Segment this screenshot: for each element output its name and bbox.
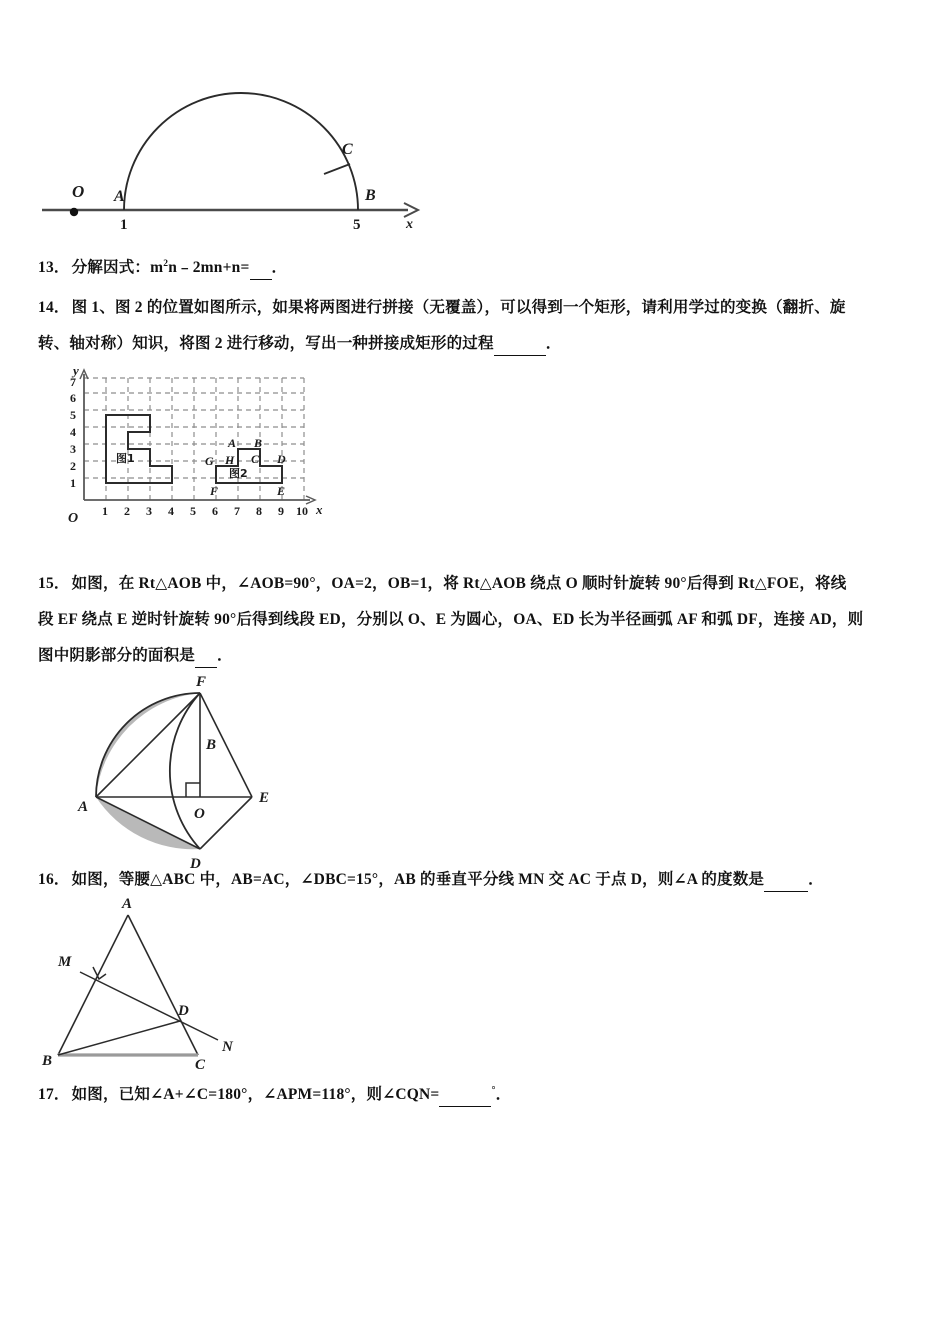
origin-point-dot [70,208,78,216]
q15-line2: 段 EF 绕点 E 逆时针旋转 90°后得到线段 ED，分别以 O、E 为圆心，OA、ED 长为半径画弧 AF 和弧 DF，连接 AD，则 [38,611,864,628]
arc-tick-mark-at-c [324,164,350,174]
question-13 [38,256,918,280]
grid-xtick-5: 5 [190,504,196,518]
segment-AD [96,797,200,849]
q13-expr-m: m [150,259,164,276]
grid-y-axis-label: y [73,363,79,378]
q14-number: 14． [38,299,70,316]
grid-xtick-10: 10 [296,504,308,518]
arc-DF [170,693,200,849]
label-C: C [342,141,353,158]
q15-line3a: 图中阴影部分的面积是 [38,647,196,664]
q17-number: 17． [38,1086,70,1104]
grid-xtick-8: 8 [256,504,262,518]
label-A: A [114,188,125,205]
question-14-line-1 [38,296,923,320]
q13-prefix: 分解因式： [71,259,151,276]
q17-text-a: 如图，已知∠A+∠C=180°，∠APM=118°，则∠CQN= [71,1086,440,1104]
right-angle-marker-at-O [186,783,200,797]
grid-ytick-1: 1 [70,476,76,490]
question-15-line-2 [38,608,926,632]
q14-line2a: 转、轴对称）知识，将图 2 进行移动，写出一种拼接成矩形的过程 [38,335,494,352]
segment-AB [58,915,128,1055]
q14-line2b: ． [545,335,562,352]
q16-label-M: M [58,954,72,970]
shape-1-label: 图1 [116,452,135,465]
question-17 [38,1083,926,1107]
grid-ytick-5: 5 [70,408,76,422]
grid-label-B: B [254,436,263,450]
shape-1-polygon [106,415,172,483]
q15-number: 15． [38,575,70,592]
segment-AC [128,915,198,1055]
grid-xtick-9: 9 [278,504,284,518]
q16-label-B: B [42,1053,53,1069]
shape-2-label: 图2 [229,467,248,480]
grid-ytick-6: 6 [70,391,76,405]
tick-label-5: 5 [353,217,361,232]
q13-trailing: ． [271,259,288,276]
q16-answer-blank[interactable] [764,876,808,893]
q15-line3b: ． [217,647,233,664]
grid-ytick-4: 4 [70,425,76,439]
q15-answer-blank[interactable] [195,652,217,669]
grid-xtick-7: 7 [234,504,240,518]
q15-label-D: D [190,856,201,872]
q14-answer-blank[interactable] [494,340,546,357]
q15-line1: 如图，在 Rt△AOB 中，∠AOB=90°，OA=2，OB=1，将 Rt△AOB 绕点 O 顺时针旋转 90°后得到 Rt△FOE，将线 [71,575,847,592]
grid-label-A: A [228,436,237,450]
grid-xtick-1: 1 [102,504,108,518]
grid-label-F: F [210,484,219,498]
q16-label-D: D [178,1003,189,1019]
q16-label-C: C [195,1057,206,1073]
q16-line1b: ． [808,871,824,888]
grid-origin-label: O [68,511,79,526]
grid-ytick-7: 7 [70,375,76,389]
grid-xtick-4: 4 [168,504,174,518]
q16-line1a: 如图，等腰△ABC 中，AB=AC，∠DBC=15°，AB 的垂直平分线 MN 交 AC 于点 D，则∠A 的度数是 [71,871,765,888]
q13-expr-exponent: 2 [163,258,169,269]
question-15-line-1 [38,572,926,596]
segment-DE [200,797,252,849]
q13-expr-rest: n﹣2mn+n= [168,259,250,276]
grid-label-E: E [277,484,286,498]
question-14-line-2 [38,332,923,356]
grid-label-H: H [225,453,235,467]
q13-number: 13． [38,259,70,276]
segment-BD [58,1021,180,1055]
isosceles-triangle-perpendicular-bisector-figure [40,893,275,1078]
tick-label-1: 1 [120,217,128,232]
q14-line1: 图 1、图 2 的位置如图所示，如果将两图进行拼接（无覆盖），可以得到一个矩形，请利用学过的变换（翻折、旋 [71,299,846,316]
grid-label-G: G [205,454,214,468]
x-axis-label: x [406,217,413,232]
q15-label-A: A [78,799,89,815]
grid-xtick-3: 3 [146,504,152,518]
q16-label-N: N [222,1039,233,1055]
q15-label-O: O [194,806,205,822]
q16-label-A: A [122,896,133,912]
grid-ytick-3: 3 [70,442,76,456]
rotated-right-triangle-arcs-figure [40,672,280,872]
grid-ytick-2: 2 [70,459,76,473]
label-O: O [72,182,85,201]
q15-label-E: E [259,790,270,806]
label-B: B [365,187,376,204]
q17-text-b: ． [495,1086,512,1104]
q17-degree-symbol: ° [491,1085,496,1096]
semicircle-number-line-figure [38,62,438,232]
semicircle-arc [124,93,358,210]
grid-label-C: C [251,452,260,466]
q15-label-F: F [196,674,207,690]
q17-answer-blank[interactable] [439,1091,491,1108]
grid-x-axis-label: x [316,502,323,517]
grid-xtick-2: 2 [124,504,130,518]
q16-number: 16． [38,871,70,888]
q13-answer-blank[interactable] [250,264,272,281]
grid-xtick-6: 6 [212,504,218,518]
question-16 [38,868,926,892]
coordinate-grid-two-shapes [32,362,332,547]
grid-dashed-lines [84,378,304,500]
question-15-line-3 [38,644,926,668]
q15-label-B: B [206,737,217,753]
grid-label-D: D [277,452,286,466]
